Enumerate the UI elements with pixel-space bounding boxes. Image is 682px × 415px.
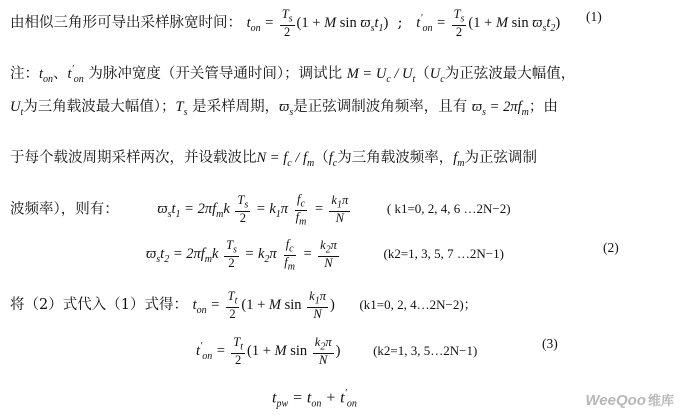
note-text-4: 是采样周期， [192, 99, 280, 115]
note-text-2: 为正弦波最大幅值， [444, 65, 576, 82]
eq1-ton-prime: $t'_{on}$ = $\frac{T_s}{2}$ (1 + M $\sin ϖ_st_2$) [416, 7, 561, 39]
eq-k1-line [10, 193, 511, 227]
note-label: 注： [10, 65, 39, 82]
note-text-9: 为正弦调制 [464, 150, 537, 166]
note-line-3: 于每个载波周期采样两次，并设载波比$N = f_c / f_m(f_c$为三角载波频率，$f_m$为正弦调制 [10, 150, 537, 169]
note-text-7: 于每个载波周期采样两次，并设载波比 [10, 150, 257, 166]
eq-number-2: (2) [603, 240, 619, 255]
note-text-5: 是正弦调制波角频率，且有 [293, 99, 468, 115]
substitution-text: 将（2）式代入（1）式得： [10, 296, 188, 313]
eq3-ton: $t_{on}$ = $\frac{T_t}{2}$ (1 + M sin $\frac{k_1\pi}{N}$ ) [192, 289, 335, 321]
watermark-brand: WeeQoo [585, 392, 646, 409]
eq3-ton-prime: $t'_{on}$ = $\frac{T_t}{2}$ (1 + M sin $\frac{k_2\pi}{N}$ ) [196, 335, 341, 367]
watermark-logo [585, 390, 674, 409]
note-text-6: ；由 [528, 99, 558, 115]
intro-line: 由相似三角形可导出采样脉宽时间： $t_{on}$ = $\frac{T_s}{2}$ (1 + M $\sin ϖ_st_1$) ; $t'_{on}$ = $\frac{T_s}{2}$ (1 + M $\sin ϖ_st_2$) [10, 7, 561, 39]
eq-k2-condition: (k2=1, 3, 5, 7 …2N−1) [383, 246, 504, 262]
eq-number-3: (3) [542, 336, 558, 351]
intro-text: 由相似三角形可导出采样脉宽时间： [10, 14, 242, 31]
eq-number-1: (1) [586, 9, 602, 24]
watermark-cn: 维库 [647, 393, 674, 408]
note-text-10: 波频率），则有： [10, 201, 119, 218]
eq3-ton-condition: (k1=0, 2, 4…2N−2)； [359, 296, 477, 312]
eq-tpw: $t_{pw} = t_{on} + t'_{on}$ [272, 388, 357, 410]
substitution-line [10, 290, 477, 321]
note-line-1: 注：$t_{on}$、$t'_{on}$ 为脉冲宽度（开关管导通时间）；调试比 $M = U_c / U_t(U_c$为正弦波最大幅值， [10, 64, 576, 85]
note-text-1: 为脉冲宽度（开关管导通时间）；调试比 [88, 65, 343, 82]
note-text-8: 为三角载波频率， [337, 150, 454, 166]
eq-k1-condition: ( k1=0, 2, 4, 6 …2N−2) [386, 201, 511, 217]
eq3-ton-prime-condition: (k2=1, 3, 5…2N−1) [373, 342, 478, 358]
note-line-2: $U_t$为三角载波最大幅值）；$T_s$ 是采样周期，$ϖ_s$是正弦调制波角频率，且有 $ϖ_s = 2\pi f_m$；由 [10, 99, 558, 118]
eq3-prime-line [196, 336, 477, 367]
eq1-ton: $t_{on}$ = $\frac{T_s}{2}$ (1 + M $\sin ϖ_st_1$) [246, 7, 389, 39]
eq-k2-line [146, 238, 504, 272]
note-text-3: 为三角载波最大幅值）； [23, 99, 176, 115]
eq-k2: $ϖ_st_2 = 2\pi f_mk$ $\frac{T_s}{2}$ = $k_2\pi$ $\frac{f_c}{f_m}$ = $\frac{k_2\pi}{N}$ [146, 237, 337, 272]
eq-k1: $ϖ_st_1 = 2\pi f_mk$ $\frac{T_s}{2}$ = $k_1\pi$ $\frac{f_c}{f_m}$ = $\frac{k_1\pi}{N}$ [157, 192, 349, 227]
